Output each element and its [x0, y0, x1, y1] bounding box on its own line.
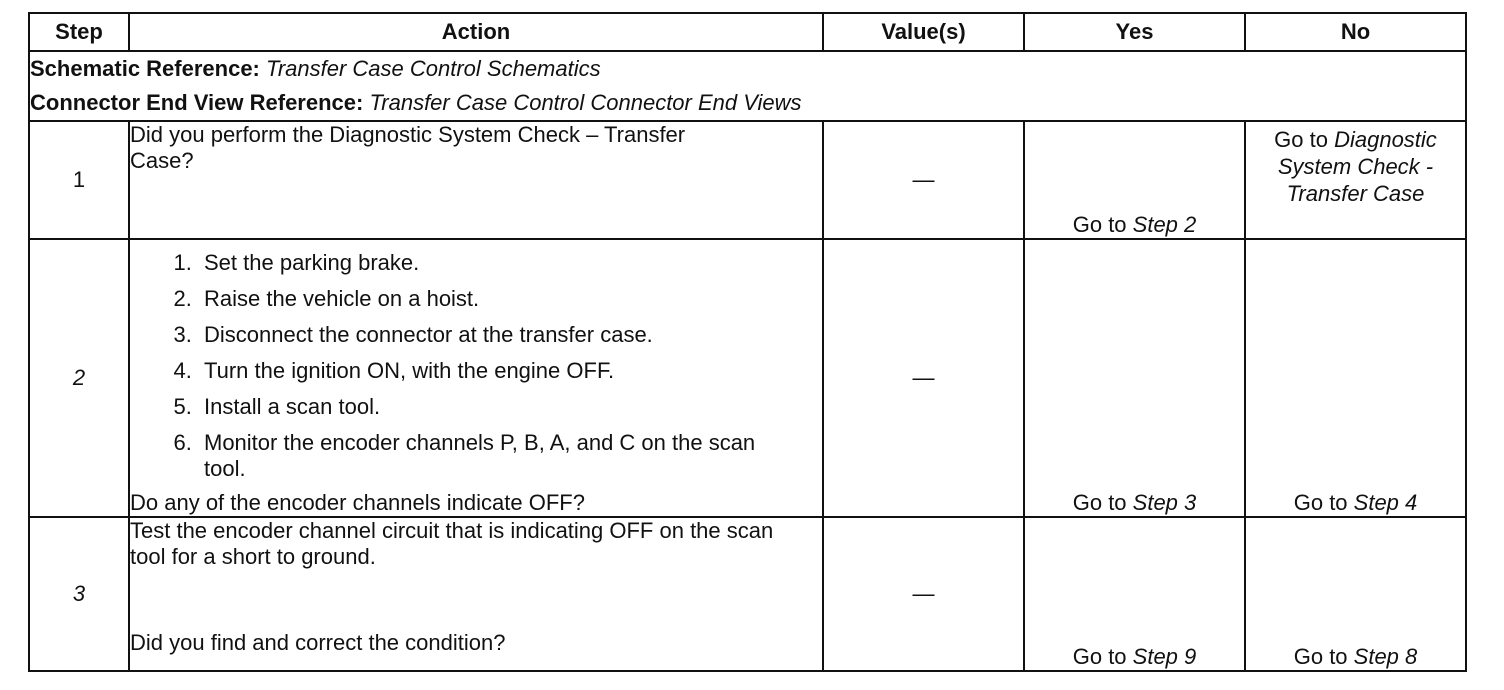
yes-cell: [1024, 239, 1245, 517]
no-target-link[interactable]: Step 4: [1353, 490, 1418, 515]
header-row: [29, 13, 1466, 51]
no-target-link[interactable]: Step 8: [1353, 644, 1418, 669]
table-row-step-1: [29, 121, 1466, 239]
reference-row: [29, 51, 1466, 121]
connector-reference-link[interactable]: Transfer Case Control Connector End Views: [369, 90, 802, 115]
step-number: 3: [29, 517, 129, 671]
yes-target-link[interactable]: Step 3: [1132, 490, 1197, 515]
yes-target-link[interactable]: Step 2: [1132, 212, 1197, 237]
yes-cell: [1024, 517, 1245, 671]
no-cell: [1245, 517, 1466, 671]
action-text: Test the encoder channel circuit that is indicating OFF on the scan tool for a short to ground.: [130, 518, 774, 569]
list-item: 4. Turn the ignition ON, with the engine OFF.: [198, 358, 822, 384]
header-yes: Yes: [1024, 13, 1245, 51]
header-values: Value(s): [823, 13, 1024, 51]
header-action: Action: [129, 13, 823, 51]
schematic-reference-link[interactable]: Transfer Case Control Schematics: [266, 56, 601, 81]
action-cell: [129, 517, 823, 671]
value-cell: —: [823, 239, 1024, 517]
action-content: [130, 518, 822, 656]
yes-prefix: Go to: [1072, 212, 1133, 237]
action-text: Did you perform the Diagnostic System Check – Transfer Case?: [130, 122, 686, 173]
yes-prefix: Go to: [1072, 490, 1133, 515]
schematic-reference-label: Schematic Reference:: [30, 56, 260, 81]
no-cell: [1245, 121, 1466, 239]
yes-prefix: Go to: [1072, 644, 1133, 669]
list-item: 6. Monitor the encoder channels P, B, A, and C on the scan tool.: [198, 430, 784, 482]
header-no: No: [1245, 13, 1466, 51]
no-prefix: Go to: [1293, 644, 1354, 669]
action-steps-list: [130, 250, 822, 482]
action-question: Do any of the encoder channels indicate OFF?: [130, 490, 585, 515]
list-item: 1. Set the parking brake.: [198, 250, 822, 276]
value-cell: —: [823, 121, 1024, 239]
no-cell: [1245, 239, 1466, 517]
no-target-link[interactable]: Diagnostic System Check - Transfer Case: [1277, 127, 1437, 206]
connector-reference-label: Connector End View Reference:: [30, 90, 364, 115]
list-item: 2. Raise the vehicle on a hoist.: [198, 286, 822, 312]
no-prefix: Go to: [1274, 127, 1335, 152]
step-number: 2: [29, 239, 129, 517]
action-cell: [129, 121, 823, 239]
yes-cell: [1024, 121, 1245, 239]
action-cell: [129, 239, 823, 517]
yes-target-link[interactable]: Step 9: [1132, 644, 1197, 669]
step-number: 1: [29, 121, 129, 239]
action-question: Did you find and correct the condition?: [130, 630, 506, 655]
schematic-reference: [30, 52, 1465, 86]
diagnostic-table: [28, 12, 1467, 672]
table-row-step-3: [29, 517, 1466, 671]
list-item: 3. Disconnect the connector at the transfer case.: [198, 322, 822, 348]
list-item: 5. Install a scan tool.: [198, 394, 822, 420]
header-step: Step: [29, 13, 129, 51]
value-cell: —: [823, 517, 1024, 671]
no-prefix: Go to: [1293, 490, 1354, 515]
table-row-step-2: [29, 239, 1466, 517]
connector-reference: [30, 86, 1465, 120]
reference-cell: [29, 51, 1466, 121]
